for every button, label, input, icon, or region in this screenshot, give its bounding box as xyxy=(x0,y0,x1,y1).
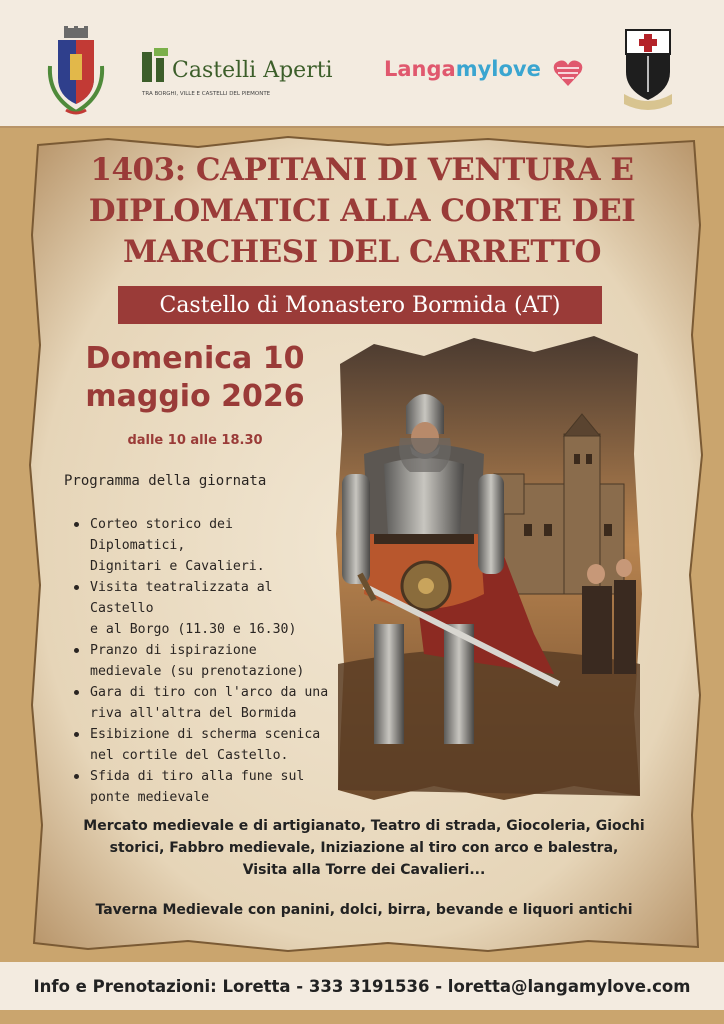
program-item: Esibizione di scherma scenica nel cortile del Castello. xyxy=(72,724,332,766)
bullet-icon xyxy=(74,522,79,527)
bullet-icon xyxy=(74,648,79,653)
bullet-icon xyxy=(74,690,79,695)
program-item: Visita teatralizzata al Castello e al Borgo (11.30 e 16.30) xyxy=(72,577,332,640)
castelli-aperti-logo-icon xyxy=(142,48,170,82)
program-title: Programma della giornata xyxy=(64,473,267,489)
castelli-aperti-name: Castelli Aperti xyxy=(172,58,333,83)
bullet-icon xyxy=(74,585,79,590)
contact-info: Info e Prenotazioni: Loretta - 333 3191536 - loretta@langamylove.com xyxy=(33,976,691,996)
venue-banner: Castello di Monastero Bormida (AT) xyxy=(118,286,602,324)
event-time: dalle 10 alle 18.30 xyxy=(127,433,263,448)
program-item: Sfida di tiro alla fune sul ponte medievale xyxy=(72,766,332,808)
program-item: Corteo storico dei Diplomatici, Dignitari e Cavalieri. xyxy=(72,514,332,577)
event-title xyxy=(60,150,664,273)
mylove-text: mylove xyxy=(455,57,541,81)
date-line-2: maggio 2026 xyxy=(85,379,305,414)
market-line-1: Mercato medievale e di artigianato, Teatro di strada, Giocoleria, Giochi xyxy=(83,818,645,834)
knight-illustration xyxy=(334,334,644,804)
title-line-3: MARCHESI DEL CARRETTO xyxy=(123,234,601,270)
heart-icon xyxy=(553,59,583,87)
bullet-icon xyxy=(74,732,79,737)
market-activities xyxy=(60,815,668,881)
langamylove-logo xyxy=(384,57,541,81)
program-item: Gara di tiro con l'arco da una riva all'altra del Bormida xyxy=(72,682,332,724)
program-list xyxy=(72,514,332,808)
bullet-icon xyxy=(74,774,79,779)
program-item: Pranzo di ispirazione medievale (su prenotazione) xyxy=(72,640,332,682)
taverna-text: Taverna Medievale con panini, dolci, birra, bevande e liquori antichi xyxy=(95,902,633,918)
title-line-1: 1403: CAPITANI DI VENTURA E xyxy=(90,152,634,188)
market-line-2: storici, Fabbro medievale, Iniziazione al tiro con arco e balestra, xyxy=(109,840,619,856)
footer-band xyxy=(0,962,724,1010)
templar-shield-icon xyxy=(622,28,674,112)
langa-text: Langa xyxy=(384,57,456,81)
title-line-2: DIPLOMATICI ALLA CORTE DEI xyxy=(88,193,636,229)
event-date xyxy=(70,340,320,416)
castelli-aperti-tagline: TRA BORGHI, VILLE E CASTELLI DEL PIEMONTE xyxy=(142,91,271,97)
header-band xyxy=(0,0,724,128)
date-line-1: Domenica 10 xyxy=(85,341,305,376)
municipal-crest-icon xyxy=(42,26,110,120)
market-line-3: Visita alla Torre dei Cavalieri... xyxy=(242,862,486,878)
